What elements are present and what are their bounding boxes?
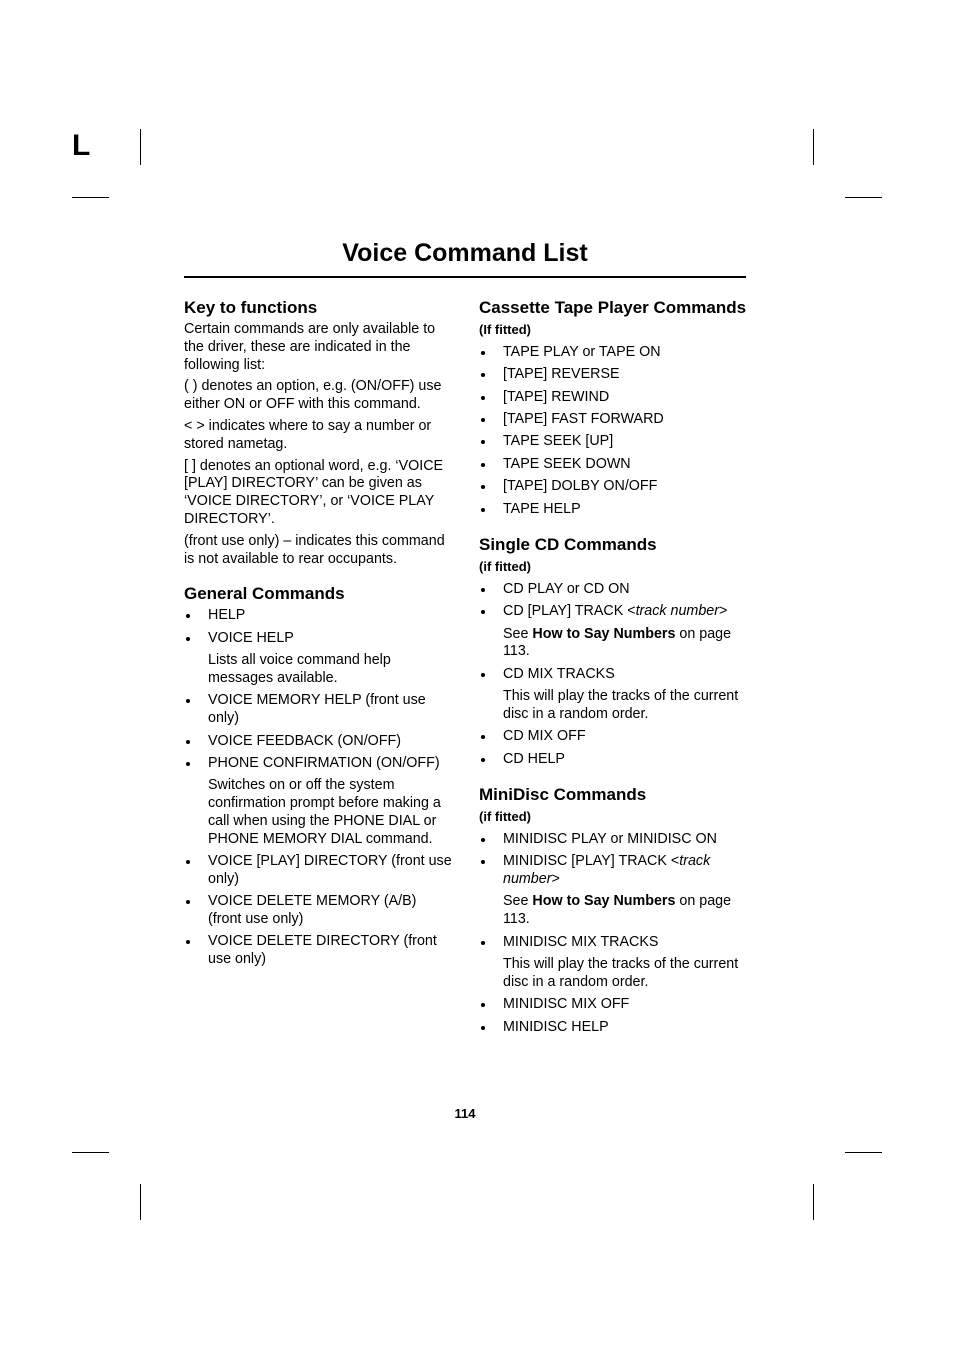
list-item: [479, 853, 749, 889]
minidisc-list: [479, 934, 749, 952]
tape-heading: Cassette Tape Player Commands: [479, 298, 747, 317]
page-number: 114: [454, 1106, 476, 1121]
list-item: CD MIX OFF: [479, 728, 749, 746]
cross-reference: How to Say Numbers: [532, 893, 676, 910]
key-paragraph: < > indicates where to say a number or stored nametag.: [184, 417, 432, 452]
item-note: This will play the tracks of the current disc in a random order.: [503, 956, 739, 990]
section-letter: L: [72, 129, 91, 162]
item-placeholder: track number: [503, 853, 711, 888]
key-paragraph: Certain commands are only available to the driver, these are indicated in the following list:: [184, 321, 436, 373]
minidisc-list: [479, 831, 749, 889]
key-paragraph: ( ) denotes an option, e.g. (ON/OFF) use either ON or OFF with this command.: [184, 378, 442, 413]
list-item: CD MIX TRACKS: [479, 666, 749, 684]
key-paragraph: (front use only) – indicates this command is not available to rear occupants.: [184, 532, 445, 567]
list-item: TAPE HELP: [479, 501, 749, 519]
item-note: [503, 626, 749, 662]
item-text: >: [551, 871, 560, 888]
item-note: This will play the tracks of the current disc in a random order.: [503, 688, 739, 722]
list-item: [TAPE] FAST FORWARD: [479, 411, 749, 429]
list-item: VOICE [PLAY] DIRECTORY (front use only): [184, 853, 452, 889]
list-item: MINIDISC MIX TRACKS: [479, 934, 749, 952]
list-item: MINIDISC PLAY or MINIDISC ON: [479, 831, 749, 849]
cd-list: [479, 581, 749, 621]
list-item: VOICE MEMORY HELP (front use only): [184, 692, 452, 728]
crop-mark: [845, 1152, 882, 1153]
crop-mark: [813, 1184, 814, 1220]
general-heading: General Commands: [184, 584, 345, 604]
list-item: [TAPE] REWIND: [479, 389, 749, 407]
list-item: [479, 603, 749, 621]
note-text: on page 113.: [503, 625, 732, 660]
list-item: TAPE PLAY or TAPE ON: [479, 344, 749, 362]
general-list: [184, 692, 452, 772]
cross-reference: How to Say Numbers: [532, 625, 676, 642]
cd-fitted-note: (if fitted): [479, 558, 531, 574]
minidisc-list: [479, 996, 749, 1036]
list-item: TAPE SEEK DOWN: [479, 456, 749, 474]
list-item: MINIDISC MIX OFF: [479, 996, 749, 1014]
crop-mark: [140, 1184, 141, 1220]
list-item: [TAPE] DOLBY ON/OFF: [479, 478, 749, 496]
cd-heading: Single CD Commands: [479, 534, 657, 554]
cd-list: [479, 728, 749, 768]
item-text: MINIDISC [PLAY] TRACK <: [503, 853, 680, 870]
list-item: TAPE SEEK [UP]: [479, 433, 749, 451]
crop-mark: [72, 1152, 109, 1153]
note-text: See: [503, 625, 533, 642]
general-list: [184, 853, 452, 969]
minidisc-heading: MiniDisc Commands: [479, 785, 647, 805]
item-note: Lists all voice command help messages available.: [208, 652, 391, 686]
tape-list: [479, 344, 749, 519]
list-item: VOICE HELP: [184, 630, 452, 648]
list-item: CD HELP: [479, 751, 749, 769]
item-text: CD [PLAY] TRACK <: [503, 603, 636, 620]
right-column: [479, 297, 749, 1041]
note-text: on page 113.: [503, 893, 732, 928]
item-text: >: [719, 603, 728, 620]
list-item: CD PLAY or CD ON: [479, 581, 749, 599]
page-title: Voice Command List: [342, 239, 588, 267]
cd-list: [479, 666, 749, 684]
key-paragraph: [ ] denotes an optional word, e.g. ‘VOICE [PLAY] DIRECTORY’ can be given as ‘VOICE DIRECTORY’, or ‘VOICE PLAY DIRECTORY’.: [184, 457, 444, 527]
crop-mark: [845, 197, 882, 198]
item-note: Switches on or off the system confirmation prompt before making a call when using the PHONE DIAL or PHONE MEMORY DIAL command.: [208, 777, 441, 847]
title-divider: [184, 276, 746, 278]
general-list: [184, 607, 452, 647]
list-item: VOICE DELETE MEMORY (A/B) (front use only): [184, 893, 452, 929]
left-column: [184, 297, 452, 974]
list-item: PHONE CONFIRMATION (ON/OFF): [184, 755, 452, 773]
tape-fitted-note: (If fitted): [479, 322, 531, 337]
item-placeholder: track number: [635, 603, 719, 620]
list-item: MINIDISC HELP: [479, 1019, 749, 1037]
crop-mark: [140, 129, 141, 165]
list-item: VOICE FEEDBACK (ON/OFF): [184, 733, 452, 751]
list-item: HELP: [184, 607, 452, 625]
crop-mark: [72, 197, 109, 198]
minidisc-fitted-note: (if fitted): [479, 809, 531, 825]
list-item: VOICE DELETE DIRECTORY (front use only): [184, 933, 452, 969]
crop-mark: [813, 129, 814, 165]
list-item: [TAPE] REVERSE: [479, 366, 749, 384]
note-text: See: [503, 893, 533, 910]
key-heading: Key to functions: [184, 298, 318, 317]
item-note: [503, 893, 749, 929]
